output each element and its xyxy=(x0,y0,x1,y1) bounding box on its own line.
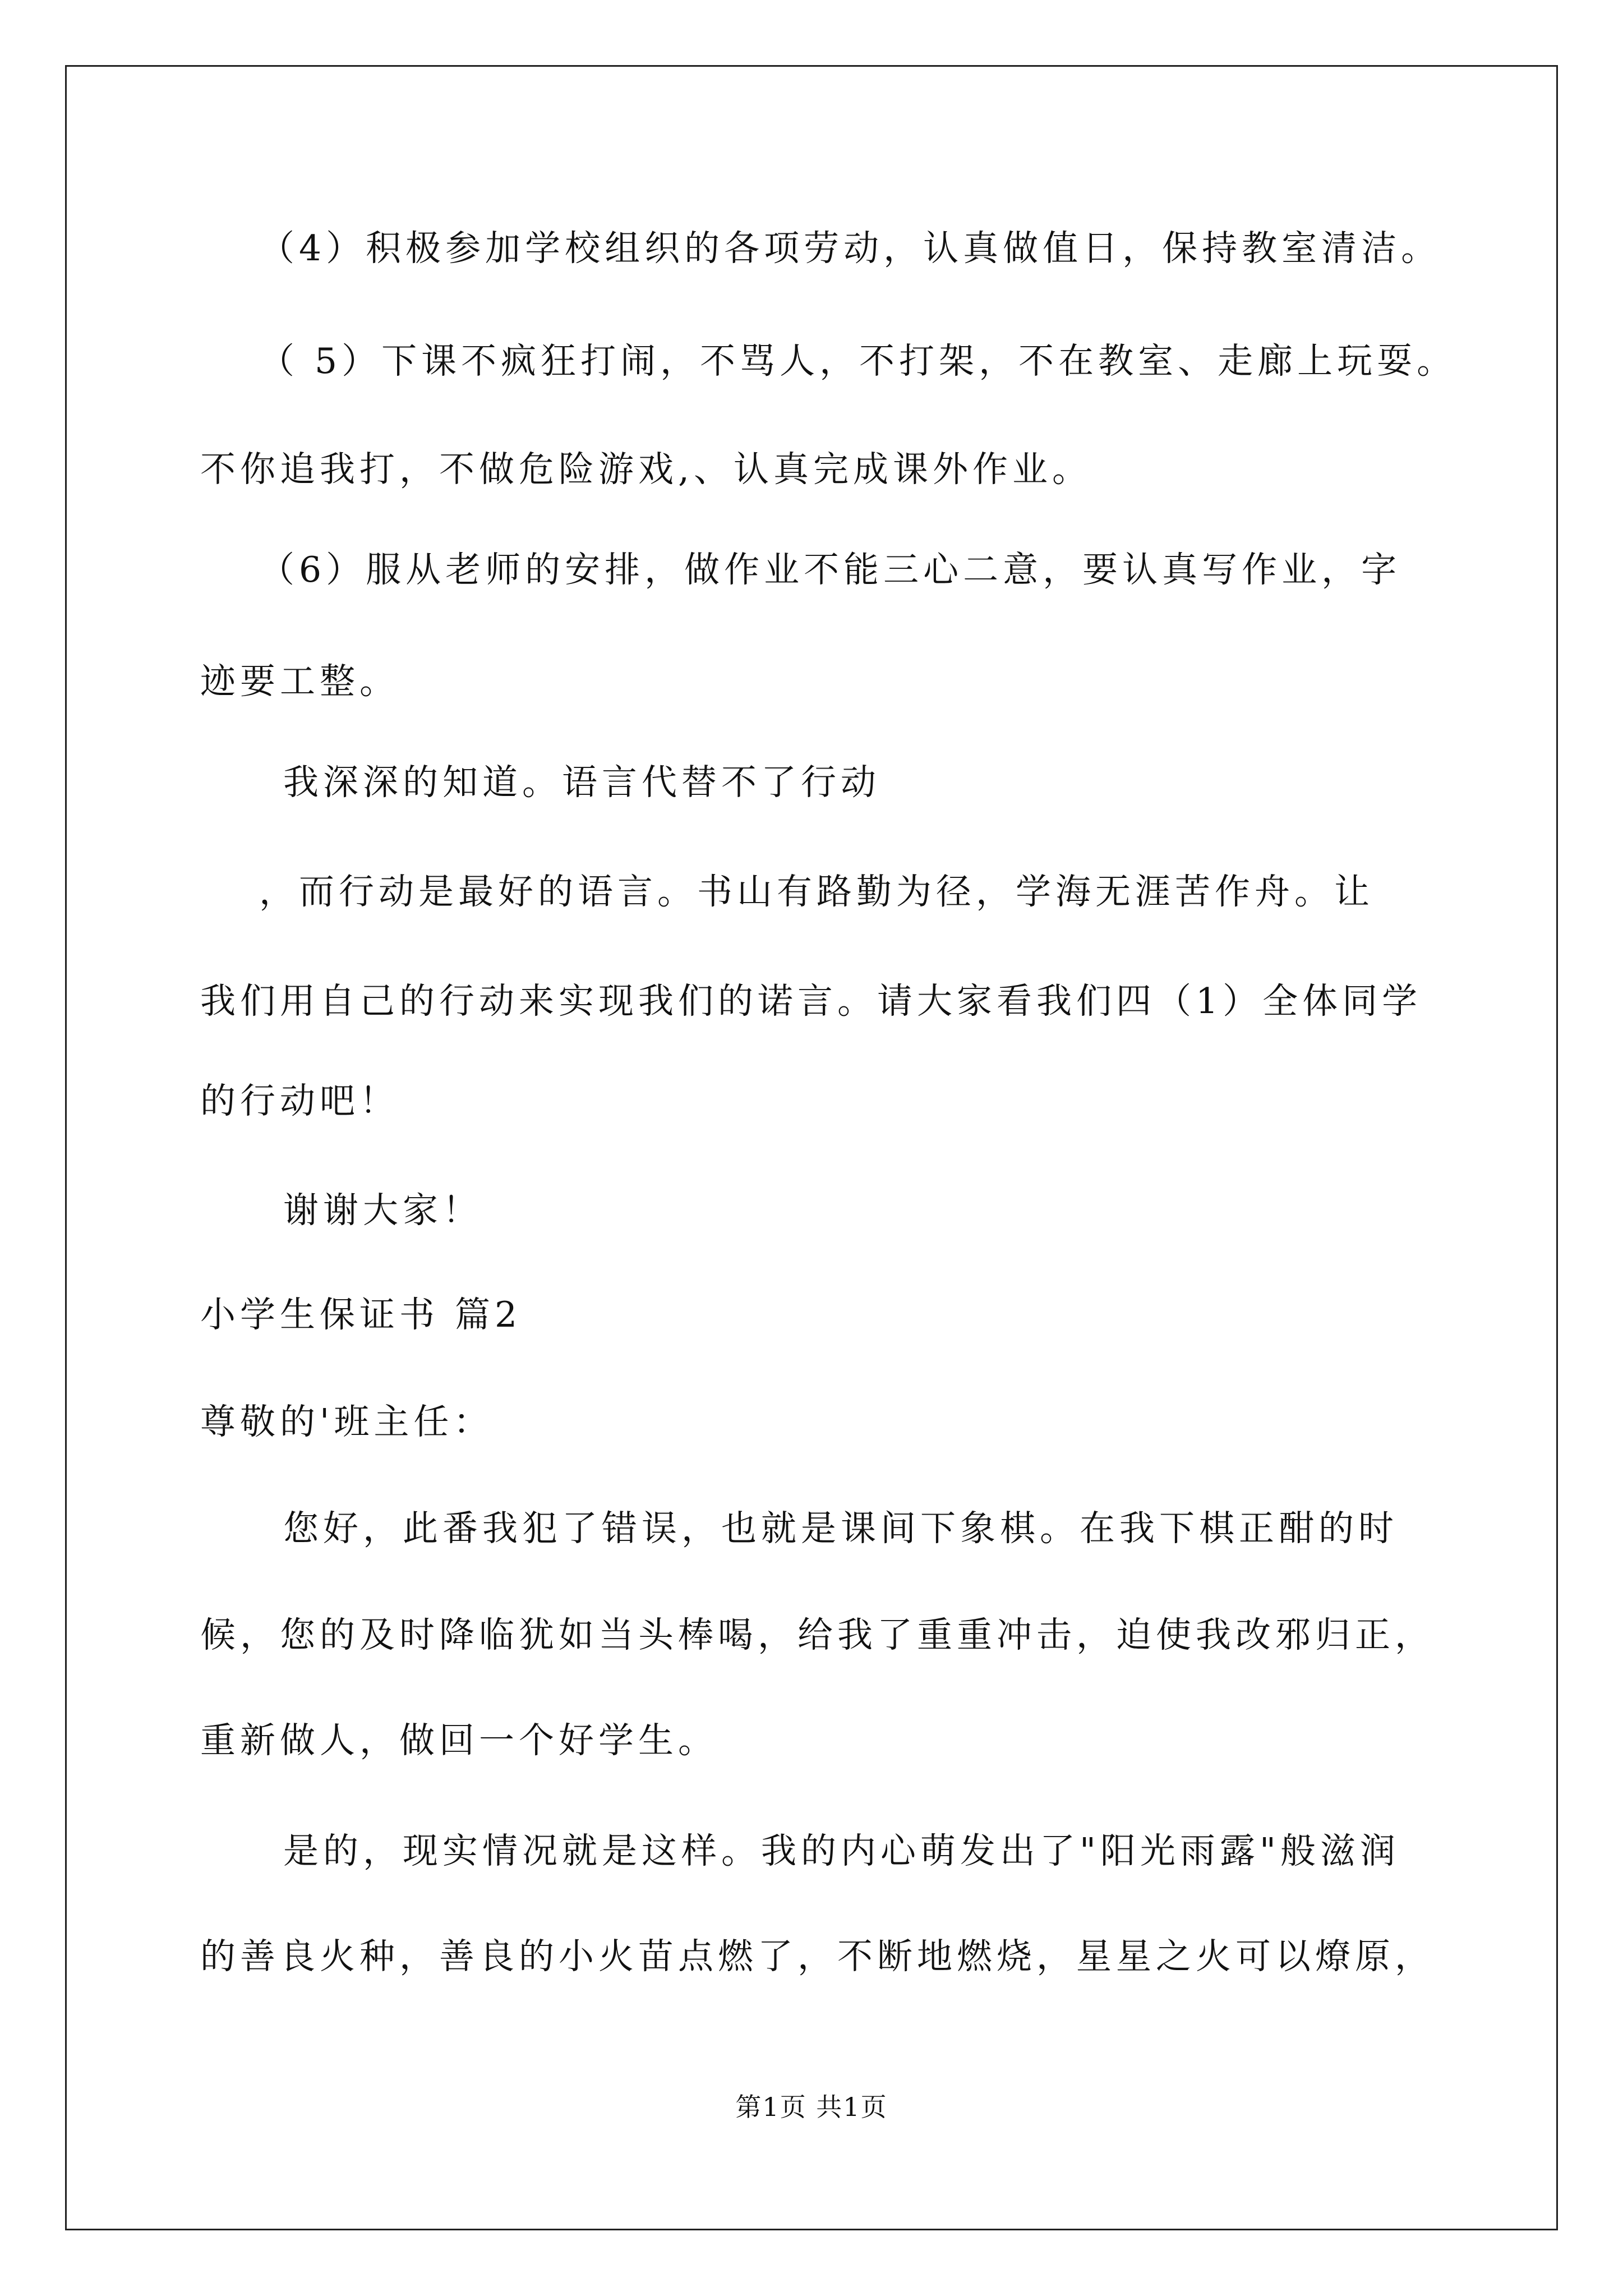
text-line: 您好，此番我犯了错误，也就是课间下象棋。在我下棋正酣的时 xyxy=(283,1508,1398,1549)
text-line: 是的，现实情况就是这样。我的内心萌发出了"阳光雨露"般滋润 xyxy=(283,1830,1400,1871)
text-line: 不你追我打，不做危险游戏,、认真完成课外作业。 xyxy=(200,449,1092,490)
text-line: ，而行动是最好的语言。书山有路勤为径，学海无涯苦作舟。让 xyxy=(259,871,1374,912)
text-line: （4）积极参加学校组织的各项劳动，认真做值日，保持教室清洁。 xyxy=(259,228,1441,269)
text-line: 我们用自己的行动来实现我们的诺言。请大家看我们四（1）全体同学 xyxy=(200,981,1422,1022)
text-line: （6）服从老师的安排，做作业不能三心二意，要认真写作业，字 xyxy=(259,549,1401,590)
text-line: 重新做人，做回一个好学生。 xyxy=(200,1720,718,1761)
text-line: 的行动吧！ xyxy=(200,1080,399,1121)
text-line: （ 5）下课不疯狂打闹，不骂人，不打架，不在教室、走廊上玩耍。 xyxy=(259,341,1457,381)
page-border xyxy=(65,65,1558,2230)
text-line: 谢谢大家！ xyxy=(283,1190,482,1231)
page-number-footer: 第1页 共1页 xyxy=(735,2092,888,2122)
text-line: 我深深的知道。语言代替不了行动 xyxy=(283,762,880,803)
section-heading: 小学生保证书 篇2 xyxy=(200,1294,522,1335)
salutation: 尊敬的'班主任： xyxy=(200,1401,494,1442)
text-line: 候，您的及时降临犹如当头棒喝，给我了重重冲击，迫使我改邪归正， xyxy=(200,1614,1435,1655)
text-line: 的善良火种，善良的小火苗点燃了，不断地燃烧，星星之火可以燎原， xyxy=(200,1936,1435,1977)
text-line: 迹要工整。 xyxy=(200,661,399,702)
